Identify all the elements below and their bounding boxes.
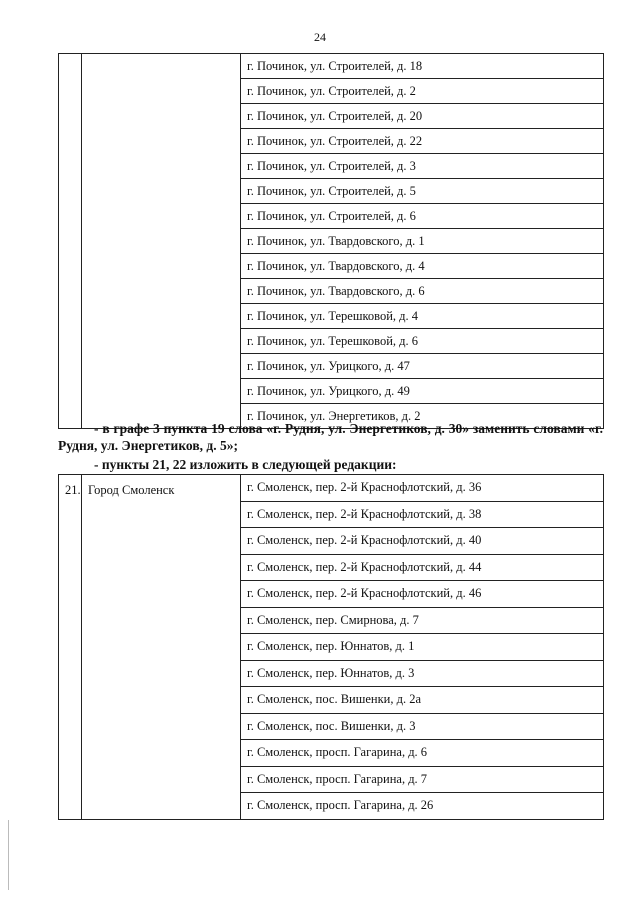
address-cell: г. Починок, ул. Энергетиков, д. 2 <box>241 404 604 429</box>
address-cell: г. Починок, ул. Твардовского, д. 4 <box>241 254 604 279</box>
locality-name-cell <box>82 54 241 429</box>
address-cell: г. Смоленск, просп. Гагарина, д. 6 <box>241 740 604 767</box>
address-cell: г. Починок, ул. Строителей, д. 3 <box>241 154 604 179</box>
address-cell: г. Смоленск, пер. 2-й Краснофлотский, д. 46 <box>241 581 604 608</box>
address-cell: г. Смоленск, пер. 2-й Краснофлотский, д. 38 <box>241 501 604 528</box>
address-cell: г. Смоленск, пос. Вишенки, д. 2а <box>241 687 604 714</box>
address-cell: г. Смоленск, пер. Юннатов, д. 1 <box>241 634 604 661</box>
address-cell: г. Смоленск, пер. 2-й Краснофлотский, д. 36 <box>241 475 604 502</box>
address-cell: г. Починок, ул. Строителей, д. 5 <box>241 179 604 204</box>
address-cell: г. Смоленск, пер. Юннатов, д. 3 <box>241 660 604 687</box>
address-table-continuation <box>58 53 604 429</box>
amendment-paragraph-1: - в графе 3 пункта 19 слова «г. Рудня, ул. Энергетиков, д. 30» заменить словами «г. Рудня, ул. Энергетиков, д. 5»; <box>58 421 603 453</box>
amendment-paragraph-2: - пункты 21, 22 изложить в следующей редакции: <box>94 457 397 472</box>
address-cell: г. Смоленск, просп. Гагарина, д. 26 <box>241 793 604 820</box>
address-cell: г. Починок, ул. Строителей, д. 2 <box>241 79 604 104</box>
address-cell: г. Починок, ул. Терешковой, д. 6 <box>241 329 604 354</box>
address-cell: г. Смоленск, пос. Вишенки, д. 3 <box>241 713 604 740</box>
page-number: 24 <box>314 30 326 44</box>
table-row <box>59 475 604 502</box>
address-cell: г. Смоленск, пер. Смирнова, д. 7 <box>241 607 604 634</box>
address-cell: г. Починок, ул. Строителей, д. 6 <box>241 204 604 229</box>
address-cell: г. Починок, ул. Строителей, д. 18 <box>241 54 604 79</box>
item-number-cell <box>59 54 82 429</box>
address-cell: г. Починок, ул. Строителей, д. 22 <box>241 129 604 154</box>
address-cell: г. Починок, ул. Терешковой, д. 4 <box>241 304 604 329</box>
address-cell: г. Починок, ул. Твардовского, д. 1 <box>241 229 604 254</box>
address-table-body <box>59 54 604 429</box>
address-cell: г. Смоленск, пер. 2-й Краснофлотский, д. 40 <box>241 528 604 555</box>
address-cell: г. Смоленск, пер. 2-й Краснофлотский, д. 44 <box>241 554 604 581</box>
address-table-item-21 <box>58 474 604 820</box>
table-row <box>59 54 604 79</box>
address-cell: г. Починок, ул. Урицкого, д. 47 <box>241 354 604 379</box>
locality-name-cell: Город Смоленск <box>82 475 241 820</box>
item-number-cell: 21. <box>59 475 82 820</box>
address-cell: г. Починок, ул. Урицкого, д. 49 <box>241 379 604 404</box>
address-cell: г. Починок, ул. Строителей, д. 20 <box>241 104 604 129</box>
address-table-body <box>59 475 604 820</box>
address-cell: г. Смоленск, просп. Гагарина, д. 7 <box>241 766 604 793</box>
address-cell: г. Починок, ул. Твардовского, д. 6 <box>241 279 604 304</box>
scan-margin-mark <box>8 820 9 890</box>
